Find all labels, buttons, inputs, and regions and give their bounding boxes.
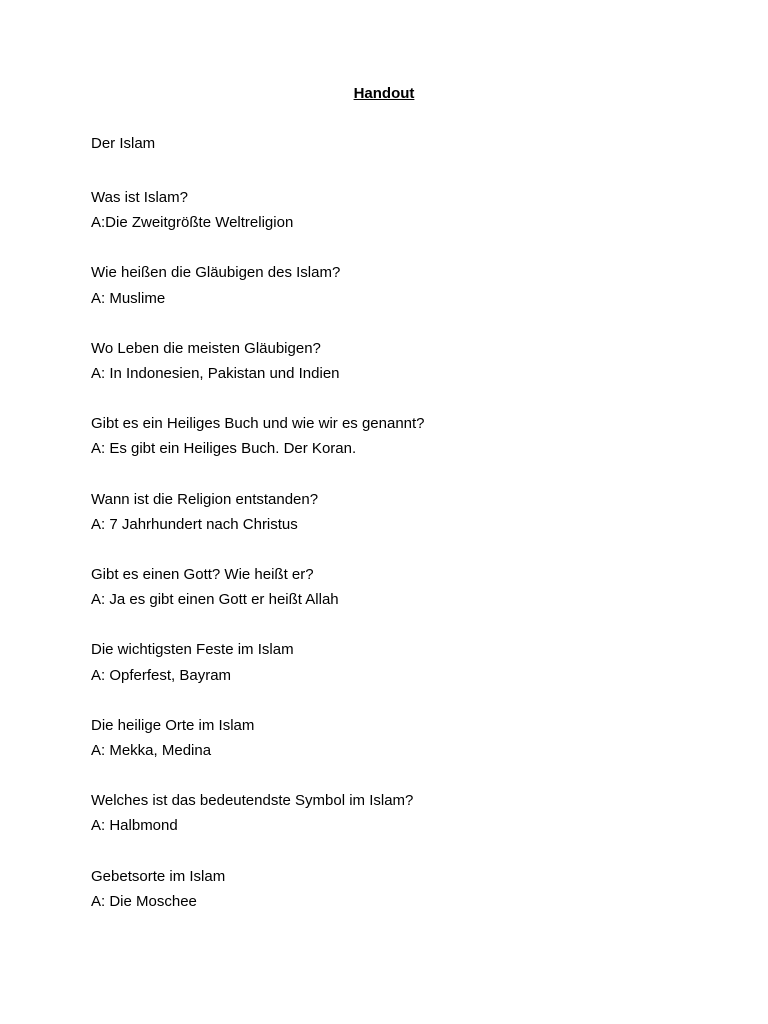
answer-text: A:Die Zweitgrößte Weltreligion: [91, 214, 294, 232]
answer-text: A: Ja es gibt einen Gott er heißt Allah: [91, 591, 339, 609]
question-text: Gibt es ein Heiliges Buch und wie wir es genannt?: [91, 415, 425, 433]
question-text: Die heilige Orte im Islam: [91, 716, 255, 734]
question-text: Gibt es einen Gott? Wie heißt er?: [91, 565, 314, 583]
answer-text: A: 7 Jahrhundert nach Christus: [91, 515, 298, 533]
document-title: Handout: [353, 85, 415, 102]
answer-text: A: Opferfest, Bayram: [91, 666, 232, 684]
document-subtitle: Der Islam: [91, 135, 156, 152]
question-text: Wie heißen die Gläubigen des Islam?: [91, 264, 341, 282]
question-text: Gebetsorte im Islam: [91, 867, 226, 885]
answer-text: A: Es gibt ein Heiliges Buch. Der Koran.: [91, 440, 357, 458]
question-text: Welches ist das bedeutendste Symbol im Islam?: [91, 792, 414, 810]
qa-item: [91, 713, 691, 788]
qa-item: [91, 788, 691, 863]
question-text: Was ist Islam?: [91, 189, 188, 206]
qa-item: [91, 864, 691, 939]
question-text: Wann ist die Religion entstanden?: [91, 490, 319, 508]
qa-item: [91, 185, 691, 260]
answer-text: A: In Indonesien, Pakistan und Indien: [91, 364, 340, 382]
qa-item: [91, 336, 691, 411]
question-text: Die wichtigsten Feste im Islam: [91, 641, 294, 659]
answer-text: A: Muslime: [91, 289, 166, 307]
qa-item: [91, 260, 691, 335]
answer-text: A: Halbmond: [91, 817, 178, 835]
qa-item: [91, 562, 691, 637]
qa-item: [91, 411, 691, 486]
qa-item: [91, 637, 691, 712]
question-text: Wo Leben die meisten Gläubigen?: [91, 339, 321, 357]
answer-text: A: Mekka, Medina: [91, 741, 212, 759]
answer-text: A: Die Moschee: [91, 892, 197, 910]
qa-list: [91, 185, 691, 939]
qa-item: [91, 487, 691, 562]
